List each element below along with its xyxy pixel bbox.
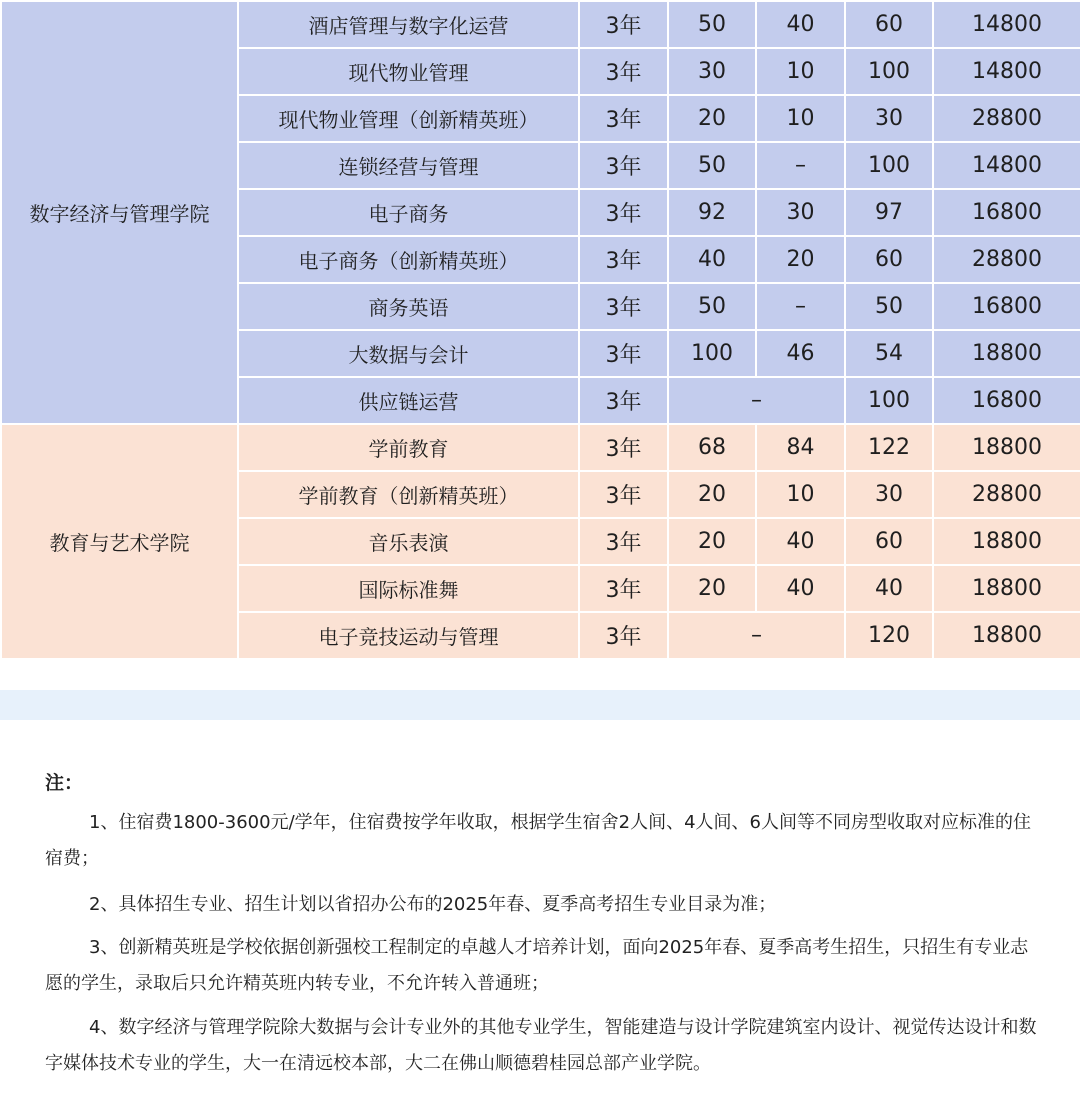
tuition-cell: 18800 [933,612,1080,659]
quota-cell-b: 40 [756,1,845,48]
tuition-cell: 16800 [933,283,1080,330]
duration-cell: 3年 [579,612,668,659]
major-cell: 电子商务（创新精英班） [238,236,579,283]
notes-title: 注： [45,772,84,794]
duration-cell: 3年 [579,330,668,377]
note-item: 2、具体招生专业、招生计划以省招办公布的2025年春、夏季高考招生专业目录为准； [89,894,777,915]
duration-cell: 3年 [579,236,668,283]
major-cell: 国际标准舞 [238,565,579,612]
quota-cell-merged: – [668,612,845,659]
quota-cell-b: 40 [756,565,845,612]
major-cell: 现代物业管理 [238,48,579,95]
college-name-cell: 教育与艺术学院 [1,424,238,659]
quota-cell-c: 30 [845,95,933,142]
quota-cell-c: 60 [845,518,933,565]
college-name-cell: 数字经济与管理学院 [1,1,238,424]
tuition-cell: 18800 [933,330,1080,377]
quota-cell-b: 10 [756,48,845,95]
quota-cell-c: 54 [845,330,933,377]
note-item: 3、创新精英班是学校依据创新强校工程制定的卓越人才培养计划，面向2025年春、夏季高考生招生，只招生有专业志愿的学生，录取后只允许精英班内转专业，不允许转入普通班； [45,937,1029,994]
quota-cell-a: 92 [668,189,756,236]
major-cell: 现代物业管理（创新精英班） [238,95,579,142]
tuition-cell: 18800 [933,565,1080,612]
tuition-cell: 28800 [933,236,1080,283]
quota-cell-a: 20 [668,471,756,518]
quota-cell-a: 50 [668,1,756,48]
quota-cell-a: 30 [668,48,756,95]
quota-cell-a: 20 [668,95,756,142]
quota-cell-c: 30 [845,471,933,518]
duration-cell: 3年 [579,48,668,95]
duration-cell: 3年 [579,518,668,565]
enrollment-table-body [1,1,1080,659]
quota-cell-a: 20 [668,565,756,612]
duration-cell: 3年 [579,565,668,612]
duration-cell: 3年 [579,377,668,424]
table-row [1,1,1080,48]
note-item: 4、数字经济与管理学院除大数据与会计专业外的其他专业学生，智能建造与设计学院建筑室内设计、视觉传达设计和数字媒体技术专业的学生，大一在清远校本部，大二在佛山顺德碧桂园总部产业学院。 [45,1017,1037,1074]
duration-cell: 3年 [579,471,668,518]
tuition-cell: 14800 [933,48,1080,95]
quota-cell-b: 46 [756,330,845,377]
tuition-cell: 28800 [933,95,1080,142]
major-cell: 学前教育（创新精英班） [238,471,579,518]
quota-cell-b: 10 [756,471,845,518]
major-cell: 酒店管理与数字化运营 [238,1,579,48]
quota-cell-b: – [756,283,845,330]
quota-cell-c: 60 [845,1,933,48]
quota-cell-b: 20 [756,236,845,283]
duration-cell: 3年 [579,424,668,471]
quota-cell-b: – [756,142,845,189]
duration-cell: 3年 [579,1,668,48]
tuition-cell: 28800 [933,471,1080,518]
quota-cell-b: 10 [756,95,845,142]
major-cell: 电子商务 [238,189,579,236]
quota-cell-c: 60 [845,236,933,283]
tuition-cell: 18800 [933,518,1080,565]
quota-cell-c: 100 [845,48,933,95]
notes-section [0,720,1080,1112]
major-cell: 供应链运营 [238,377,579,424]
quota-cell-merged: – [668,377,845,424]
major-cell: 商务英语 [238,283,579,330]
quota-cell-b: 30 [756,189,845,236]
quota-cell-a: 20 [668,518,756,565]
tuition-cell: 16800 [933,189,1080,236]
table-row [1,424,1080,471]
quota-cell-c: 100 [845,142,933,189]
quota-cell-a: 40 [668,236,756,283]
tuition-cell: 18800 [933,424,1080,471]
duration-cell: 3年 [579,95,668,142]
quota-cell-c: 40 [845,565,933,612]
major-cell: 大数据与会计 [238,330,579,377]
tuition-cell: 14800 [933,1,1080,48]
major-cell: 连锁经营与管理 [238,142,579,189]
quota-cell-a: 68 [668,424,756,471]
quota-cell-b: 84 [756,424,845,471]
quota-cell-a: 50 [668,142,756,189]
quota-cell-c: 122 [845,424,933,471]
quota-cell-c: 97 [845,189,933,236]
major-cell: 学前教育 [238,424,579,471]
quota-cell-a: 50 [668,283,756,330]
section-divider [0,690,1080,720]
quota-cell-c: 50 [845,283,933,330]
major-cell: 电子竞技运动与管理 [238,612,579,659]
duration-cell: 3年 [579,189,668,236]
quota-cell-c: 120 [845,612,933,659]
duration-cell: 3年 [579,283,668,330]
duration-cell: 3年 [579,142,668,189]
tuition-cell: 16800 [933,377,1080,424]
quota-cell-a: 100 [668,330,756,377]
note-item: 1、住宿费1800-3600元/学年，住宿费按学年收取，根据学生宿舍2人间、4人间、6人间等不同房型收取对应标准的住宿费； [45,812,1031,869]
tuition-cell: 14800 [933,142,1080,189]
quota-cell-b: 40 [756,518,845,565]
quota-cell-c: 100 [845,377,933,424]
major-cell: 音乐表演 [238,518,579,565]
